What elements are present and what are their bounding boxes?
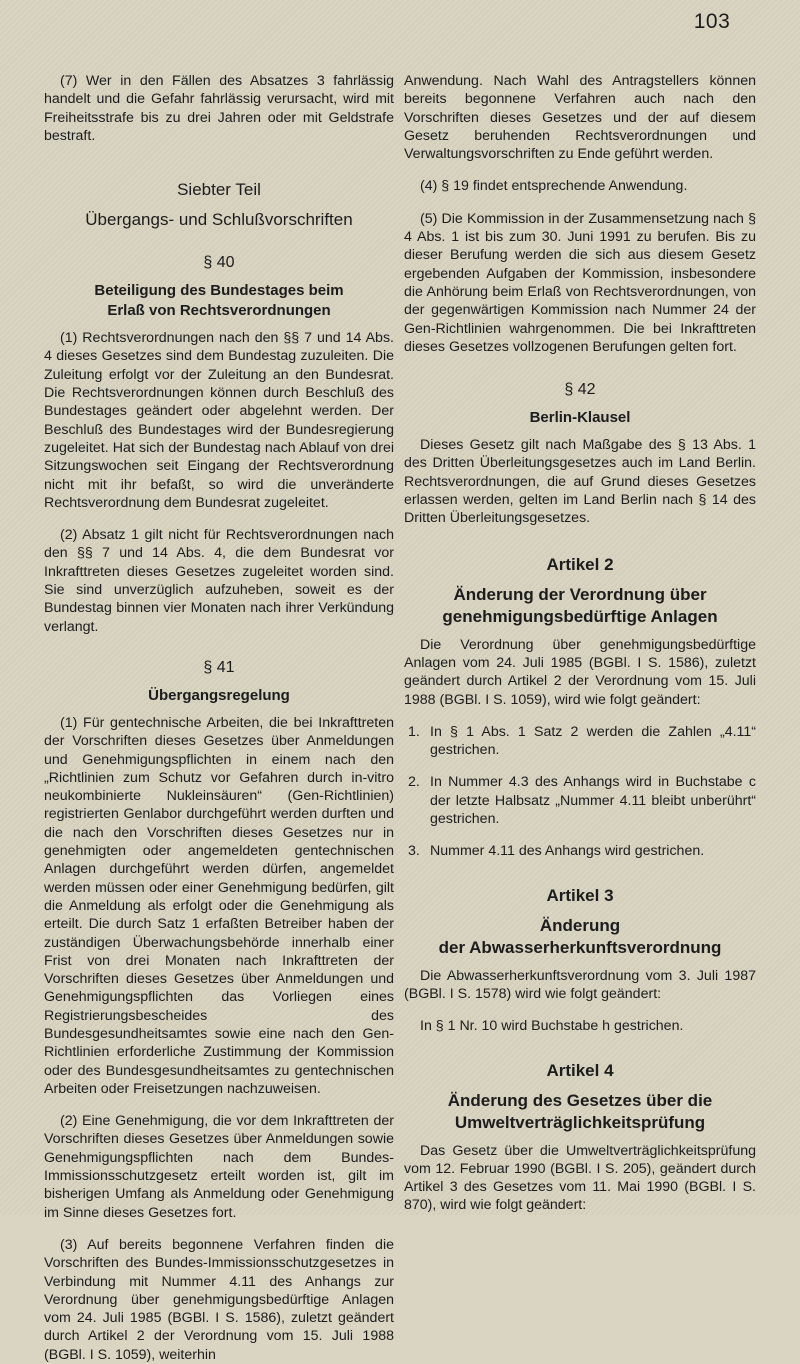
section-number: § 42: [564, 381, 596, 399]
paragraph: Dieses Gesetz gilt nach Maßgabe des § 13 Abs. 1 des Dritten Überleitungsgesetzes auch im Land Berlin. Rechtsverordnungen, die auf Grund dieses Gesetzes erlassen werden, gelten im Land Berlin nach § 14 des Dritten Überleitungsgesetzes.: [404, 437, 756, 527]
section-title: Beteiligung des Bundestages beim Erlaß von Rechtsverordnungen: [94, 282, 344, 320]
paragraph: (5) Die Kommission in der Zusammensetzung nach § 4 Abs. 1 ist bis zum 30. Juni 1991 zu berufen. Bis zu dieser Berufung werden die sich aus diesem Gesetz ergebenden Aufgaben der Kommission, insbesondere die Anhörung beim Erlaß von Rechtsverordnungen, von der gegenwärtigen Kommission nach Nummer 24 der Gen-Richtlinien wahrgenommen. Die bei Inkrafttreten dieses Gesetzes vollzogenen Berufungen gelten fort.: [404, 210, 756, 355]
paragraph: Das Gesetz über die Umweltverträglichkeitsprüfung vom 12. Februar 1990 (BGBl. I S. 205), geändert durch Artikel 3 des Gesetzes vom 11. Mai 1990 (BGBl. I S. 870), wird wie folgt geändert:: [404, 1142, 756, 1214]
section-number: § 40: [203, 254, 235, 272]
section-title: Berlin-Klausel: [529, 409, 631, 427]
part-subtitle: Übergangs- und Schlußvorschriften: [85, 210, 353, 230]
article-title: Änderung der Verordnung über genehmigungsbedürftige Anlagen: [442, 584, 718, 626]
list-item-number: 1.: [408, 723, 420, 740]
paragraph: (7) Wer in den Fällen des Absatzes 3 fahrlässig handelt und die Gefahr fahrlässig verursacht, wird mit Freiheitsstrafe bis zu drei Jahren oder mit Geldstrafe bestraft.: [44, 73, 394, 144]
page-number: 103: [693, 10, 731, 33]
right-column: [404, 72, 756, 1215]
paragraph: In § 1 Nr. 10 wird Buchstabe h gestrichen.: [420, 1018, 684, 1035]
paragraph: (2) Absatz 1 gilt nicht für Rechtsverordnungen nach den §§ 7 und 14 Abs. 4, die dem Bundesrat vor Inkrafttreten dieses Gesetzes zugeleitet worden sind. Sie sind unverzüglich aufzuheben, soweit es der Bundestag binnen vier Monaten nach ihrer Verkündung verlangt.: [44, 527, 394, 635]
section-title: Übergangsregelung: [148, 686, 290, 704]
list-item: [408, 723, 756, 760]
list-item-number: 2.: [408, 774, 420, 791]
paragraph: Die Abwasserherkunftsverordnung vom 3. Juli 1987 (BGBl. I S. 1578) wird wie folgt geändert:: [404, 967, 756, 1002]
left-column: [44, 72, 394, 1364]
paragraph: (4) § 19 findet entsprechende Anwendung.: [420, 178, 688, 195]
article-title: Änderung: [539, 915, 621, 935]
article-number: Artikel 3: [546, 885, 614, 905]
paragraph: (2) Eine Genehmigung, die vor dem Inkrafttreten der Vorschriften dieses Gesetzes über Anmeldungen sowie Genehmigungspflichten nach dem Bundes-Immissionsschutzgesetz erteilt worden ist, gilt im bisherigen Umfang als Anmeldung oder Genehmigung im Sinne dieses Gesetzes fort.: [44, 1113, 394, 1221]
section-number: § 41: [203, 658, 235, 676]
article-number: Artikel 4: [546, 1060, 614, 1080]
list-item-text: Nummer 4.11 des Anhangs wird gestrichen.: [430, 843, 705, 860]
list-item-text: In § 1 Abs. 1 Satz 2 werden die Zahlen „4.11“ gestrichen.: [430, 723, 756, 759]
list-item: [408, 773, 756, 828]
article-title: der Abwasserherkunftsverordnung: [438, 937, 722, 957]
list-item-number: 3.: [408, 843, 420, 860]
list-item-text: In Nummer 4.3 des Anhangs wird in Buchstabe c der letzte Halbsatz „Nummer 4.11 bleibt unberührt“ gestrichen.: [430, 774, 756, 828]
paragraph: (3) Auf bereits begonnene Verfahren finden die Vorschriften des Bundes-Immissionsschutzgesetzes in Verbindung mit Nummer 4.11 des Anhangs zur Verordnung über genehmigungsbedürftige Anlagen vom 24. Juli 1985 (BGBl. I S. 1586), zuletzt geändert durch Artikel 2 der Verordnung vom 15. Juli 1988 (BGBl. I S. 1059), weiterhin: [44, 1236, 394, 1363]
paragraph: (1) Für gentechnische Arbeiten, die bei Inkrafttreten der Vorschriften dieses Gesetzes über Anmeldungen und Genehmigungspflichten in einem nach den „Richtlinien zum Schutz vor Gefahren durch in-vitro neukombinierte Nukleinsäuren“ (Gen-Richtlinien) registrierten Genlabor durchgeführt werden durften und die nach den Vorschriften dieses Gesetzes nur in genehmigten oder angemeldeten gentechnischen Anlagen durchgeführt werden dürfen, angemeldet werden müssen oder einer Genehmigung bedürfen, gilt die Anmeldung als erfolgt oder die Genehmigung als erteilt. Die durch Satz 1 erfaßten Betreiber haben der zuständigen Überwachungsbehörde innerhalb einer Frist von drei Monaten nach Inkrafttreten der Vorschriften dieses Gesetzes über Anmeldungen und Genehmigungspflichten das Vorliegen eines Registrierungsbescheides des Bundesgesundheitsamtes sowie eine nach den Gen-Richtlinien erforderliche Zustimmung der Kommission oder des Bundesgesundheitsamtes zu gentechnischen Arbeiten oder Freisetzungen nachzuweisen.: [44, 714, 394, 1097]
paragraph: (1) Rechtsverordnungen nach den §§ 7 und 14 Abs. 4 dieses Gesetzes sind dem Bundestag zuzuleiten. Die Zuleitung erfolgt vor der Zuleitung an den Bundesrat. Die Rechtsverordnungen können durch Beschluß des Bundestages geändert oder abgelehnt werden. Der Beschluß des Bundestages wird der Bundesregierung zugeleitet. Hat sich der Bundestag nach Ablauf von drei Sitzungswochen seit Eingang der Rechtsverordnung nicht mit ihr befaßt, so wird die unveränderte Rechtsverordnung dem Bundesrat zugeleitet.: [44, 330, 394, 511]
paragraph: Anwendung. Nach Wahl des Antragstellers können bereits begonnene Verfahren auch nach den Vorschriften dieses Gesetzes und der auf diesem Gesetz beruhenden Rechtsverordnungen und Verwaltungsvorschriften zu Ende geführt werden.: [404, 73, 756, 163]
list-item: [408, 842, 756, 860]
part-title: Siebter Teil: [177, 180, 261, 200]
article-number: Artikel 2: [546, 554, 614, 574]
article-title: Änderung des Gesetzes über die Umweltverträglichkeitsprüfung: [447, 1090, 713, 1132]
paragraph: Die Verordnung über genehmigungsbedürftige Anlagen vom 24. Juli 1985 (BGBl. I S. 1586), zuletzt geändert durch Artikel 2 der Verordnung vom 15. Juli 1988 (BGBl. I S. 1059), wird wie folgt geändert:: [404, 636, 756, 708]
